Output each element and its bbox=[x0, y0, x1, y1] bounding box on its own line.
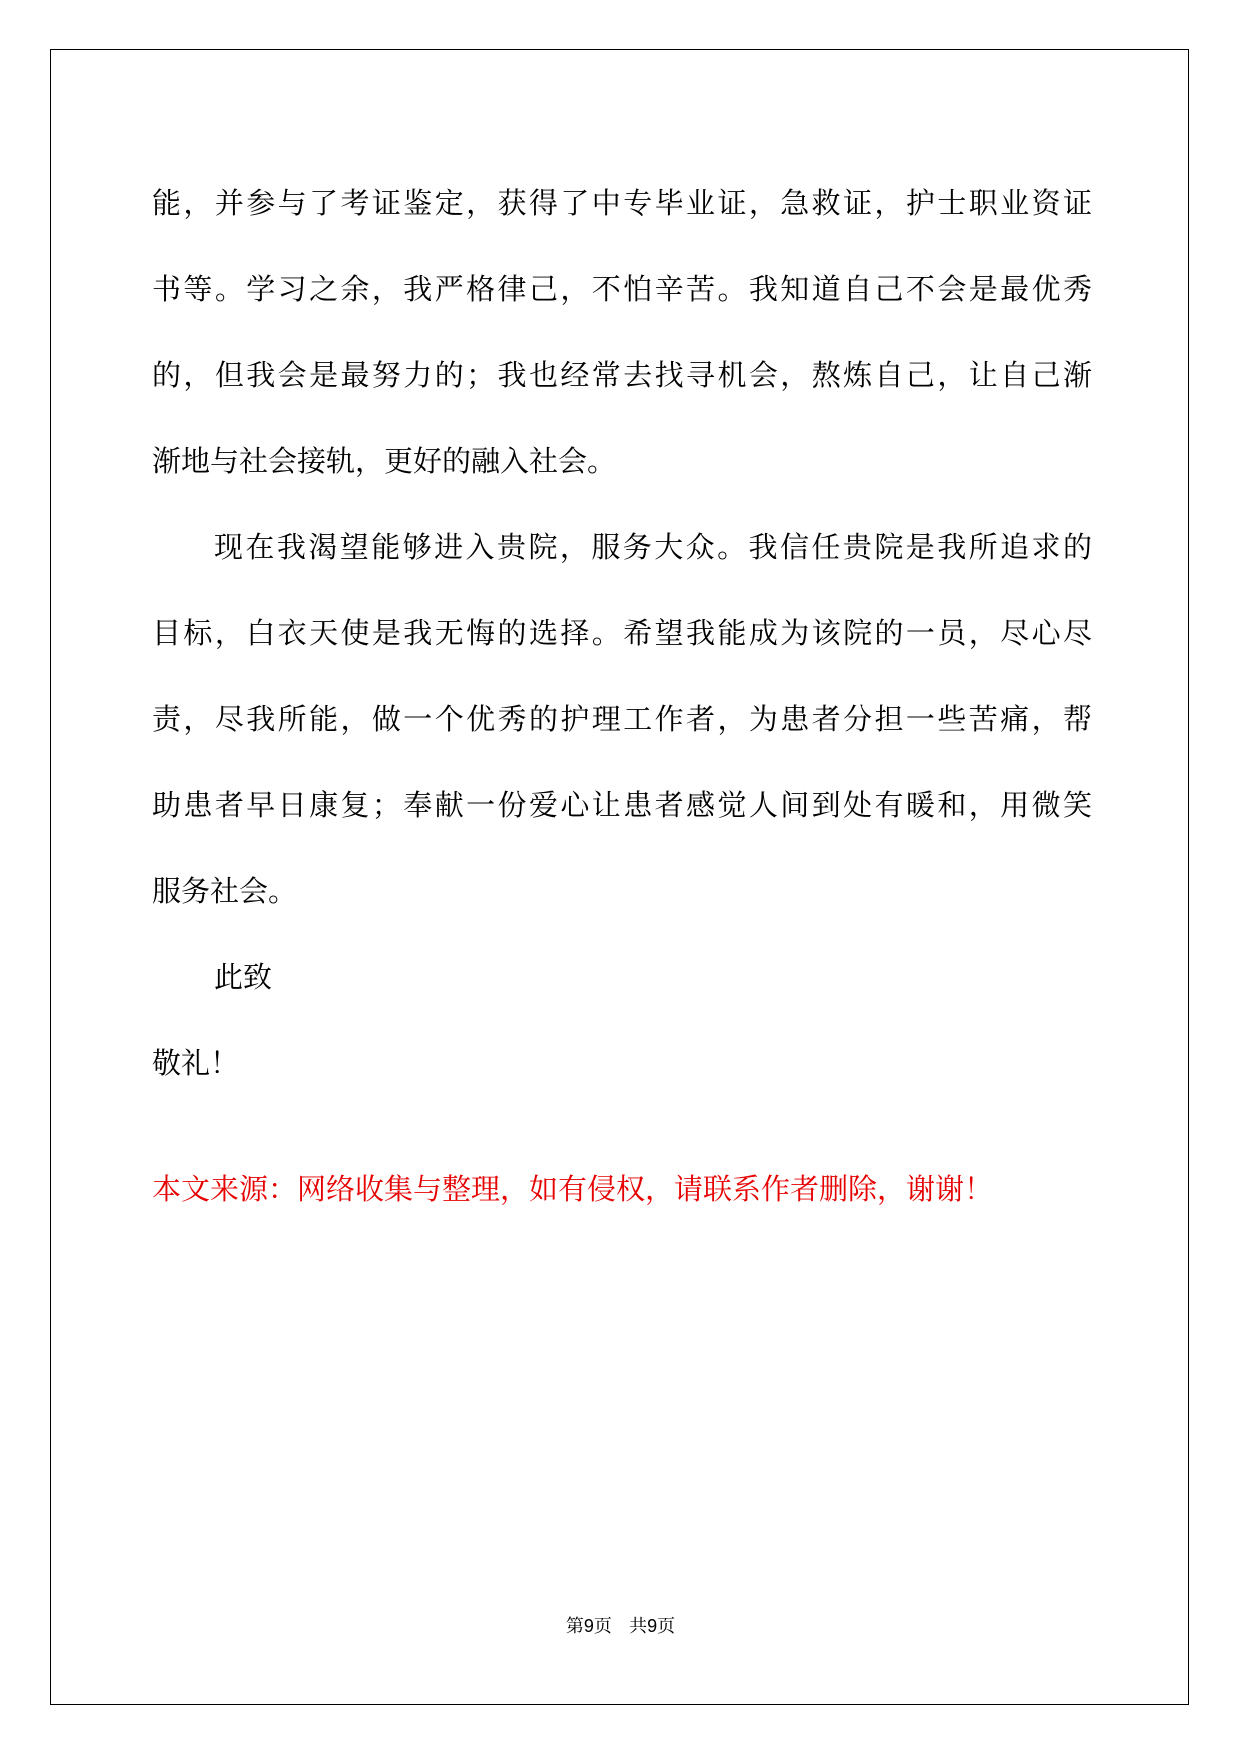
text-line: 助患者早日康复；奉献一份爱心让患者感觉人间到处有暖和，用微笑 bbox=[152, 788, 1092, 822]
text-line: 责，尽我所能，做一个优秀的护理工作者，为患者分担一些苦痛，帮 bbox=[152, 702, 1092, 736]
text-line: 服务社会。 bbox=[152, 874, 298, 908]
source-note: 本文来源：网络收集与整理，如有侵权，请联系作者删除，谢谢！ bbox=[152, 1172, 994, 1206]
footer-total-prefix: 共 bbox=[629, 1616, 648, 1637]
text-line: 目标，白衣天使是我无悔的选择。希望我能成为该院的一员，尽心尽 bbox=[152, 616, 1092, 650]
text-line: 书等。学习之余，我严格律己，不怕辛苦。我知道自己不会是最优秀 bbox=[152, 272, 1092, 306]
current-page-number: 9 bbox=[583, 1616, 594, 1636]
text-line: 能，并参与了考证鉴定，获得了中专毕业证，急救证，护士职业资证 bbox=[152, 186, 1092, 220]
footer-page-word: 页 bbox=[593, 1616, 612, 1637]
text-line: 渐地与社会接轨，更好的融入社会。 bbox=[152, 444, 617, 478]
text-line: 现在我渴望能够进入贵院，服务大众。我信任贵院是我所追求的 bbox=[214, 530, 1092, 564]
footer-total-suffix: 页 bbox=[657, 1616, 676, 1637]
text-line: 的，但我会是最努力的；我也经常去找寻机会，熬炼自己，让自己渐 bbox=[152, 358, 1092, 392]
page-footer bbox=[0, 1612, 1241, 1638]
closing-cizhi: 此致 bbox=[214, 960, 273, 994]
footer-prefix: 第 bbox=[565, 1616, 584, 1637]
closing-jingli: 敬礼！ bbox=[152, 1046, 240, 1080]
total-pages-number: 9 bbox=[647, 1616, 658, 1636]
document-body bbox=[152, 160, 1092, 1232]
paragraph-2 bbox=[152, 504, 1092, 934]
paragraph-1 bbox=[152, 160, 1092, 504]
